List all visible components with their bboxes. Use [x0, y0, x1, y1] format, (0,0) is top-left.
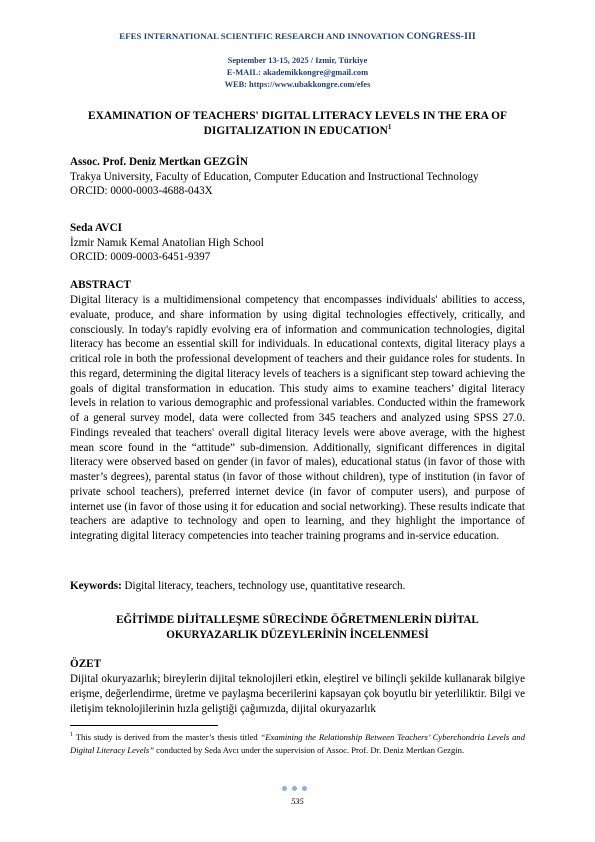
footnote-text-pre: This study is derived from the master’s thesis titled — [73, 732, 261, 742]
congress-date: September 13-15, 2025 / Izmir, Türkiye — [227, 56, 368, 65]
congress-email: E-MAIL: akademikkongre@gmail.com — [226, 68, 369, 77]
author-name: Assoc. Prof. Deniz Mertkan GEZGİN — [70, 156, 248, 168]
title-footnote-mark: 1 — [387, 122, 392, 131]
ornament-dot — [302, 786, 307, 791]
footnote-divider — [70, 725, 218, 726]
author-affiliation: İzmir Namık Kemal Anatolian High School — [70, 236, 264, 249]
ozet-text: Dijital okuryazarlık; bireylerin dijital teknolojileri etkin, eleştirel ve bilinçli şekilde kullanarak bilgiye erişme, değerlendirme, üretme ve paylaşma becerilerini kapsayan çok boyutlu bir yeterliliktir. Bilgi ve iletişim teknolojilerinin hızla geliştiği çağımızda, dijital okuryazarlık — [70, 673, 525, 715]
title-line-2: DIGITALIZATION IN EDUCATION — [203, 124, 388, 137]
abstract-heading: ABSTRACT — [70, 279, 131, 291]
turkish-title — [70, 613, 525, 642]
congress-title — [0, 31, 595, 42]
ornament-dot — [282, 786, 287, 791]
footnote-thesis-title: “Examining the Relationship Between Teachers’ Cyberchondria Levels and Digital Literacy Levels” — [70, 732, 525, 755]
turkish-title-line-2: OKURYAZARLIK DÜZEYLERİNİN İNCELENMESİ — [166, 628, 429, 641]
footnote-text-post: conducted by Seda Avcı under the supervision of Assoc. Prof. Dr. Deniz Mertkan Gezgin. — [154, 744, 465, 755]
page-number: 535 — [291, 797, 304, 806]
author-block-2 — [70, 221, 525, 265]
congress-edition: CONGRESS-III — [406, 31, 476, 42]
author-name: Seda AVCI — [70, 222, 122, 234]
footnote — [70, 731, 525, 756]
author-block-1 — [70, 155, 525, 199]
ornament-dot — [292, 786, 297, 791]
author-orcid: ORCID: 0000-0003-4688-043X — [70, 185, 213, 198]
keywords-label: Keywords: — [70, 580, 122, 592]
abstract-text: Digital literacy is a multidimensional competency that encompasses individuals' abilities to access, evaluate, produce, and share information by using digital technologies effectively, critically, and consciously. In today's rapidly evolving era of information and communication technologies, digital literacy has become an essential skill for individuals. In educational contexts, digital literacy plays a critical role in both the professional development of teachers and their guidance roles for students. In this regard, determining the digital literacy levels of teachers is a significant step toward achieving the goals of digital transformation in education. This study aims to examine teachers’ digital literacy levels in relation to various demographic and professional variables. Conducted within the framework of a general survey model, data were collected from 345 teachers and analyzed using SPSS 27.0. Findings revealed that teachers' overall digital literacy levels were above average, with the highest mean score found in the “attitude” sub-dimension. Additionally, significant differences in digital literacy were observed based on gender (in favor of males), educational status (in favor of those with master’s degrees), parental status (in favor of those without children), type of institution (in favor of private school teachers), preferred internet device (in favor of computer users), and purpose of internet use (in favor of those using it for education and social networking). These results indicate that teachers are adaptive to technology and open to learning, and they highlight the importance of integrating digital literacy competencies into teacher training programs and in-service education. — [70, 294, 525, 542]
ozet-heading: ÖZET — [70, 658, 102, 670]
footnote-mark: 1 — [70, 732, 73, 738]
keywords — [70, 580, 525, 592]
title-line-1: EXAMINATION OF TEACHERS' DIGITAL LITERACY LEVELS IN THE ERA OF — [88, 110, 507, 122]
congress-name: EFES INTERNATIONAL SCIENTIFIC RESEARCH AND INNOVATION — [119, 31, 405, 41]
author-affiliation: Trakya University, Faculty of Education, Computer Education and Instructional Technology — [70, 170, 479, 183]
paper-title — [70, 109, 525, 138]
author-orcid: ORCID: 0009-0003-6451-9397 — [70, 251, 211, 264]
congress-web: WEB: https://www.ubakkongre.com/efes — [224, 80, 371, 89]
keywords-text: Digital literacy, teachers, technology use, quantitative research. — [121, 580, 406, 592]
page-ornament-dots — [282, 786, 314, 792]
turkish-title-line-1: EĞİTİMDE DİJİTALLEŞME SÜRECİNDE ÖĞRETMENLERİN DİJİTAL — [116, 614, 479, 626]
